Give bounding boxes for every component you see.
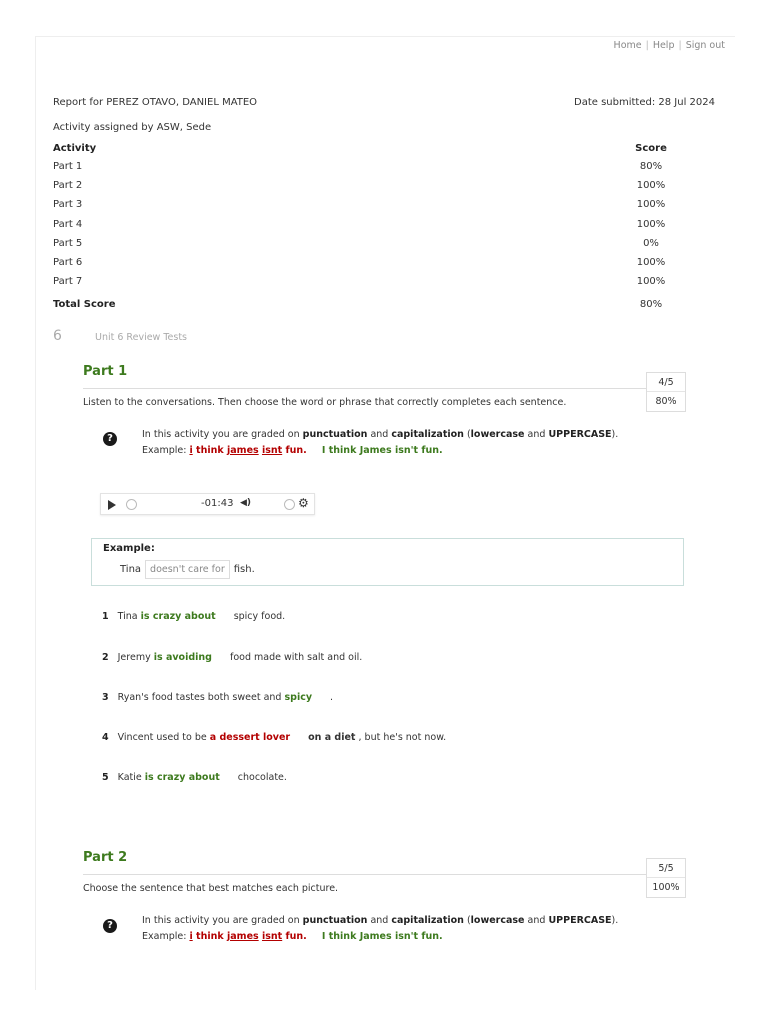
part1-rule bbox=[83, 388, 646, 389]
part1-score-box bbox=[646, 372, 686, 412]
link-separator: | bbox=[645, 40, 649, 51]
total-score-value: 80% bbox=[639, 299, 663, 311]
activity-name: Part 1 bbox=[53, 161, 83, 173]
part2-title: Part 2 bbox=[83, 850, 128, 865]
question-5: 5 Katie is crazy about chocolate. bbox=[102, 772, 287, 783]
settings-gear-icon[interactable]: ⚙ bbox=[298, 496, 309, 510]
activity-name: Part 2 bbox=[53, 180, 83, 192]
score-row bbox=[53, 253, 671, 272]
score-row bbox=[53, 157, 671, 176]
grading-note: In this activity you are graded on punctuation and capitalization (lowercase and UPPERCASE). Example: i think james isnt fun. I think James isn't fun. bbox=[142, 429, 619, 456]
volume-handle-icon[interactable] bbox=[284, 499, 295, 510]
unit-title: Unit 6 Review Tests bbox=[95, 332, 187, 343]
part1-score-fraction: 4/5 bbox=[647, 373, 685, 392]
activity-name: Part 6 bbox=[53, 257, 83, 269]
part2-score-percent: 100% bbox=[652, 882, 680, 893]
total-score-row bbox=[53, 295, 671, 314]
audio-player bbox=[100, 493, 315, 515]
activity-score: 100% bbox=[636, 199, 666, 211]
question-2: 2 Jeremy is avoiding food made with salt and oil. bbox=[102, 652, 363, 663]
part2-score-fraction: 5/5 bbox=[647, 859, 685, 878]
sign-out-link[interactable]: Sign out bbox=[685, 40, 725, 51]
question-mark-icon: ? bbox=[103, 432, 117, 446]
score-row bbox=[53, 272, 671, 291]
answer-corrected: on a diet bbox=[308, 732, 356, 743]
assigned-by: Activity assigned by ASW, Sede bbox=[53, 122, 212, 133]
part2-score-box bbox=[646, 858, 686, 898]
score-row bbox=[53, 215, 671, 234]
activity-name: Part 4 bbox=[53, 218, 83, 230]
score-table bbox=[53, 140, 671, 315]
total-score-label: Total Score bbox=[53, 299, 116, 311]
activity-name: Part 7 bbox=[53, 276, 83, 288]
play-icon[interactable] bbox=[108, 500, 116, 510]
activity-score: 100% bbox=[636, 276, 666, 288]
seek-handle-icon[interactable] bbox=[126, 499, 137, 510]
question-1: 1 Tina is crazy about spicy food. bbox=[102, 611, 286, 622]
part1-score-percent: 80% bbox=[655, 396, 677, 407]
activity-score: 80% bbox=[639, 161, 663, 173]
part2-rule bbox=[83, 874, 646, 875]
answer-correct: is crazy about bbox=[140, 611, 216, 622]
answer-correct: is avoiding bbox=[153, 652, 212, 663]
example-label: Example: bbox=[103, 543, 155, 554]
part2-instructions: Choose the sentence that best matches each picture. bbox=[83, 883, 339, 894]
activity-header: Activity bbox=[53, 143, 97, 154]
answer-correct: spicy bbox=[284, 692, 313, 703]
home-link[interactable]: Home bbox=[613, 40, 642, 51]
score-row bbox=[53, 195, 671, 214]
score-table-header bbox=[53, 140, 671, 157]
score-header: Score bbox=[635, 143, 667, 154]
answer-wrong: a dessert lover bbox=[209, 732, 291, 743]
grading-note: In this activity you are graded on punctuation and capitalization (lowercase and UPPERCASE). Example: i think james isnt fun. I think James isn't fun. bbox=[142, 915, 619, 942]
top-links bbox=[614, 40, 725, 51]
report-for: Report for PEREZ OTAVO, DANIEL MATEO bbox=[53, 97, 258, 108]
unit-number: 6 bbox=[53, 328, 62, 344]
activity-name: Part 5 bbox=[53, 237, 83, 249]
volume-icon[interactable]: ◀) bbox=[240, 498, 252, 508]
question-3: 3 Ryan's food tastes both sweet and spicy . bbox=[102, 692, 334, 703]
question-mark-icon: ? bbox=[103, 919, 117, 933]
audio-time: -01:43 bbox=[201, 498, 234, 509]
date-submitted: Date submitted: 28 Jul 2024 bbox=[574, 97, 715, 108]
part1-instructions: Listen to the conversations. Then choose the word or phrase that correctly completes each sentence. bbox=[83, 397, 567, 408]
example-answer-field: doesn't care for bbox=[145, 560, 230, 579]
score-row bbox=[53, 234, 671, 253]
part1-title: Part 1 bbox=[83, 364, 128, 379]
example-box bbox=[91, 538, 684, 586]
activity-score: 100% bbox=[636, 180, 666, 192]
activity-name: Part 3 bbox=[53, 199, 83, 211]
answer-correct: is crazy about bbox=[144, 772, 220, 783]
activity-score: 100% bbox=[636, 218, 666, 230]
activity-score: 100% bbox=[636, 257, 666, 269]
question-4: 4 Vincent used to be a dessert lover on a diet , but he's not now. bbox=[102, 732, 447, 743]
example-sentence: Tina doesn't care for fish. bbox=[120, 560, 255, 579]
activity-score: 0% bbox=[643, 237, 659, 249]
help-link[interactable]: Help bbox=[652, 40, 675, 51]
link-separator: | bbox=[678, 40, 682, 51]
score-row bbox=[53, 176, 671, 195]
